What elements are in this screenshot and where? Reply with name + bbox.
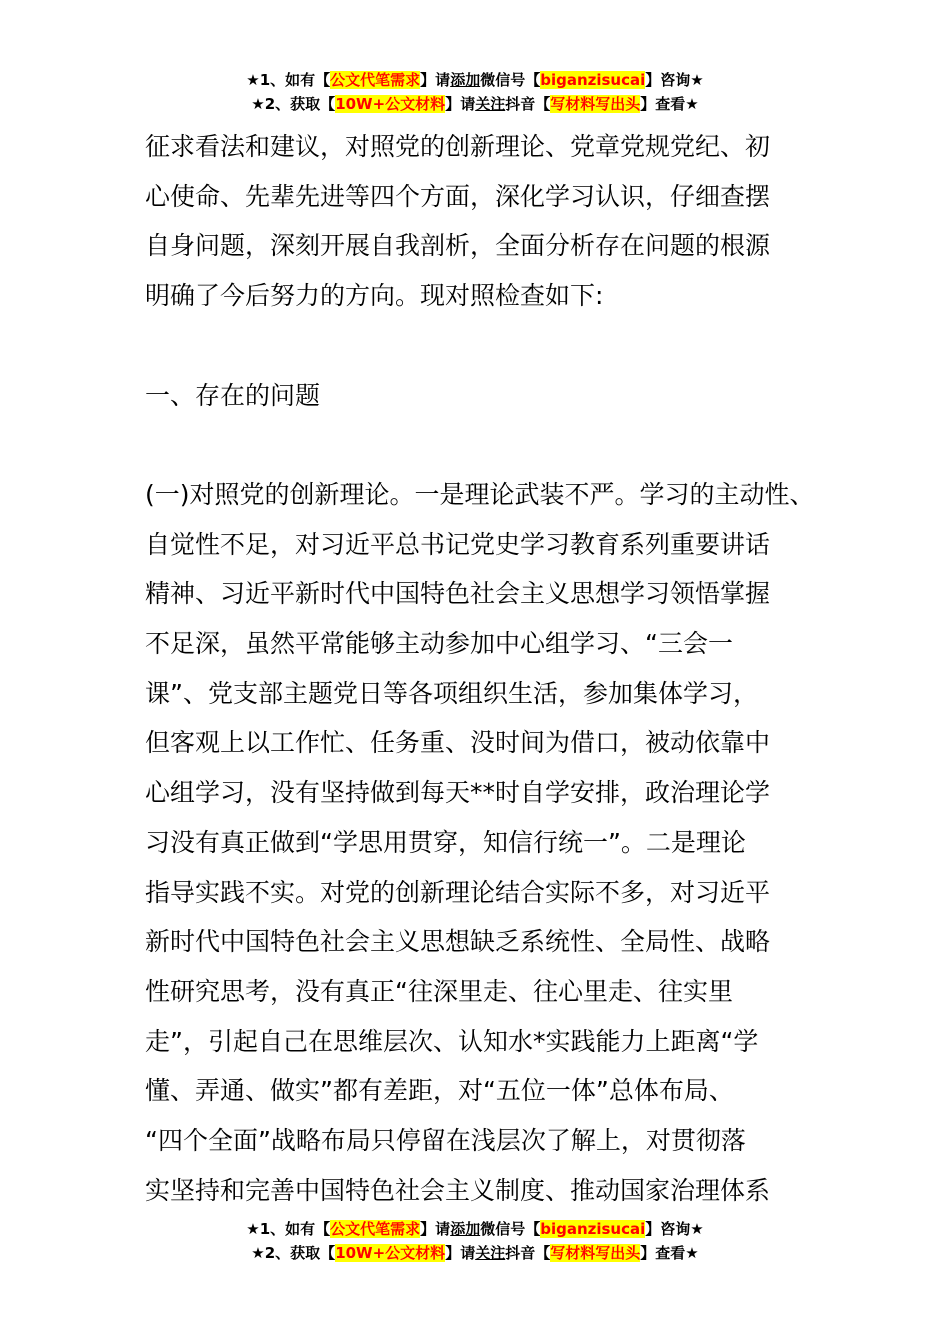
body-line: 课”、党支部主题党日等各项组织生活，参加集体学习， [145,678,758,708]
footer-banner-line-2 [0,1241,950,1265]
header-line1-prefix: ★1、如有【 [246,71,331,89]
body-line: 新时代中国特色社会主义思想缺乏系统性、全局性、战略 [145,927,771,957]
footer-line1-prefix: ★1、如有【 [246,1220,331,1238]
footer-line2-highlight-douyin: 写材料写出头 [550,1244,641,1262]
footer-line1-mid2: 微信号【 [480,1220,541,1238]
header-line1-mid1: 】请 [420,71,451,89]
body-line: “四个全面”战略布局只停留在浅层次了解上，对贯彻落 [145,1126,746,1156]
blank-line [145,321,825,371]
header-line1-mid2: 微信号【 [480,71,541,89]
header-banner-line-2 [0,92,950,116]
header-line2-mid1: 】请 [445,95,476,113]
body-line: 精神、习近平新时代中国特色社会主义思想学习领悟掌握 [145,579,771,609]
body-line: 心使命、先辈先进等四个方面，深化学习认识，仔细查摆 [145,181,771,211]
header-banner-line-1 [0,68,950,92]
footer-line1-highlight-wechat-id: biganzisucai [540,1220,646,1238]
body-line: 实坚持和完善中国特色社会主义制度、推动国家治理体系 [145,1175,771,1205]
footer-line2-mid2: 抖音【 [505,1244,551,1262]
footer-line1-mid1: 】请 [420,1220,451,1238]
footer-line1-underlined: 添加 [450,1220,481,1238]
body-line: 指导实践不实。对党的创新理论结合实际不多，对习近平 [145,877,771,907]
body-line: 但客观上以工作忙、任务重、没时间为借口，被动依靠中 [145,728,771,758]
section-heading: 一、存在的问题 [145,380,321,410]
header-line2-mid2: 抖音【 [505,95,551,113]
footer-line2-prefix: ★2、获取【 [251,1244,336,1262]
header-banner [0,68,950,116]
document-body [145,122,825,1215]
footer-line2-suffix: 】查看★ [640,1244,699,1262]
body-line: 习没有真正做到“学思用贯穿，知信行统一”。二是理论 [145,827,746,857]
body-line: 征求看法和建议，对照党的创新理论、党章党规党纪、初 [145,132,771,161]
header-line2-highlight-douyin: 写材料写出头 [550,95,641,113]
body-line: 自身问题，深刻开展自我剖析，全面分析存在问题的根源 [145,231,771,261]
footer-line2-underlined: 关注 [475,1244,506,1262]
blank-line [145,420,825,470]
body-line: 性研究思考，没有真正“往深里走、往心里走、往实里 [145,976,733,1006]
footer-banner [0,1217,950,1265]
body-line: 心组学习，没有坚持做到每天**时自学安排，政治理论学 [145,778,771,808]
footer-line2-mid1: 】请 [445,1244,476,1262]
subsection-line: (一)对照党的创新理论。一是理论武装不严。学习的主动性、 [145,479,815,509]
footer-line1-suffix: 】咨询★ [645,1220,704,1238]
header-line2-suffix: 】查看★ [640,95,699,113]
footer-banner-line-1 [0,1217,950,1241]
footer-line2-highlight-materials: 10W+公文材料 [335,1244,446,1262]
header-line1-underlined: 添加 [450,71,481,89]
header-line1-highlight-wechat-id: biganzisucai [540,71,646,89]
body-line: 不足深，虽然平常能够主动参加中心组学习、“三会一 [145,629,733,658]
body-line: 自觉性不足，对习近平总书记党史学习教育系列重要讲话 [145,529,771,559]
header-line2-underlined: 关注 [475,95,506,113]
body-line: 走”，引起自己在思维层次、认知水*实践能力上距离“学 [145,1026,759,1056]
body-line: 懂、弄通、做实”都有差距，对“五位一体”总体布局、 [145,1076,734,1106]
header-line2-prefix: ★2、获取【 [251,95,336,113]
header-line1-suffix: 】咨询★ [645,71,704,89]
body-line: 明确了今后努力的方向。现对照检查如下: [145,281,604,311]
header-line1-highlight-service: 公文代笔需求 [330,71,421,89]
footer-line1-highlight-service: 公文代笔需求 [330,1220,421,1238]
header-line2-highlight-materials: 10W+公文材料 [335,95,446,113]
